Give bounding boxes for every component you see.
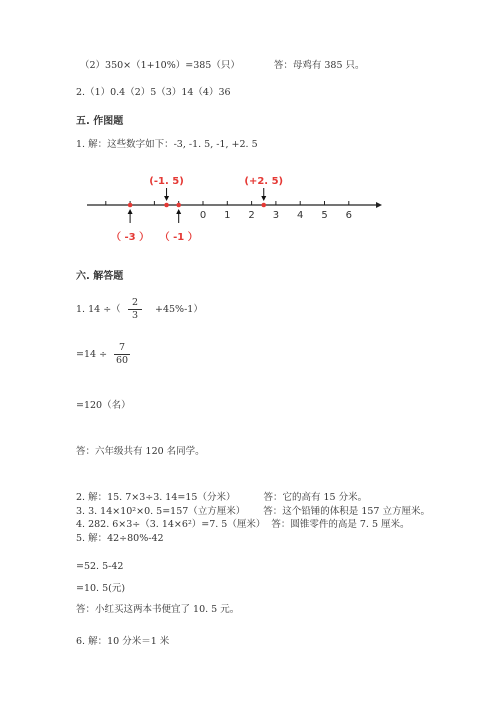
point-label: (+2. 5) bbox=[244, 176, 284, 187]
answer-line bbox=[76, 519, 410, 531]
tick-label: 0 bbox=[199, 210, 207, 221]
tick-label: 5 bbox=[321, 210, 328, 221]
answer-line: =52. 5-42 bbox=[76, 561, 124, 572]
answer-line: 答：小红买这两本书便宜了 10. 5 元。 bbox=[76, 604, 240, 615]
section-heading-drawing: 五. 作图题 bbox=[76, 116, 124, 127]
answer-line: 2.（1）0.4（2）5（3）14（4）36 bbox=[76, 87, 231, 98]
section-heading-solutions: 六. 解答题 bbox=[76, 271, 124, 282]
answer-line: 1. 14 ÷（ bbox=[76, 304, 121, 315]
tick-label: 4 bbox=[297, 210, 304, 221]
marked-point bbox=[164, 203, 169, 208]
point-label: （ -3 ） bbox=[111, 232, 150, 243]
calc-text: 3. 3. 14×10²×0. 5=157（立方厘米） bbox=[76, 506, 246, 517]
marked-point bbox=[128, 203, 133, 208]
answer-line bbox=[76, 492, 367, 504]
fraction bbox=[128, 297, 142, 322]
number-line-marks bbox=[111, 176, 283, 243]
answer-text: 答：这个铅锤的体积是 157 立方厘米。 bbox=[263, 506, 430, 517]
calc-text: （2）350×（1+10%）=385（只） bbox=[80, 60, 240, 71]
pointer-arrowhead bbox=[164, 196, 169, 201]
tick-label: 6 bbox=[345, 210, 352, 221]
calc-text: 2. 解：15. 7×3÷3. 14=15（分米） bbox=[76, 492, 236, 503]
marked-point bbox=[176, 203, 181, 208]
tick-label: 1 bbox=[224, 210, 231, 221]
answer-line: =10. 5(元) bbox=[76, 583, 126, 594]
point-label: (-1. 5) bbox=[149, 176, 184, 187]
answer-line: +45%-1） bbox=[155, 304, 203, 315]
answer-line: 5. 解：42÷80%-42 bbox=[76, 533, 164, 544]
pointer-arrowhead bbox=[261, 196, 266, 201]
fraction-numerator: 2 bbox=[128, 297, 142, 310]
fraction-numerator: 7 bbox=[114, 342, 130, 355]
fraction-denominator: 3 bbox=[131, 310, 139, 321]
pointer-arrowhead bbox=[128, 209, 133, 214]
pointer-arrowhead bbox=[176, 209, 181, 214]
answer-line: 1. 解：这些数字如下：-3, -1. 5, -1, +2. 5 bbox=[76, 139, 258, 150]
fraction-denominator: 60 bbox=[115, 355, 129, 366]
answer-text: 答：它的高有 15 分米。 bbox=[263, 492, 368, 503]
answer-line bbox=[76, 506, 430, 518]
answer-line: =14 ÷ bbox=[76, 349, 108, 360]
tick-label: 2 bbox=[248, 210, 255, 221]
answer-line: 6. 解：10 分米＝1 米 bbox=[76, 636, 170, 647]
number-line bbox=[0, 0, 500, 260]
fraction bbox=[114, 342, 130, 367]
calc-text: 4. 282. 6×3÷（3. 14×6²）=7. 5（厘米） bbox=[76, 519, 266, 530]
answer-line: 答：六年级共有 120 名同学。 bbox=[76, 446, 205, 457]
marked-point bbox=[261, 203, 266, 208]
answer-line: =120（名） bbox=[76, 400, 131, 411]
answer-text: 答：圆锥零件的高是 7. 5 厘米。 bbox=[271, 519, 410, 530]
tick-label: 3 bbox=[272, 210, 280, 221]
axis-arrowhead bbox=[376, 202, 382, 208]
answer-text: 答：母鸡有 385 只。 bbox=[273, 60, 365, 71]
point-label: （ -1 ） bbox=[159, 232, 198, 243]
number-line-ticks bbox=[106, 201, 352, 221]
